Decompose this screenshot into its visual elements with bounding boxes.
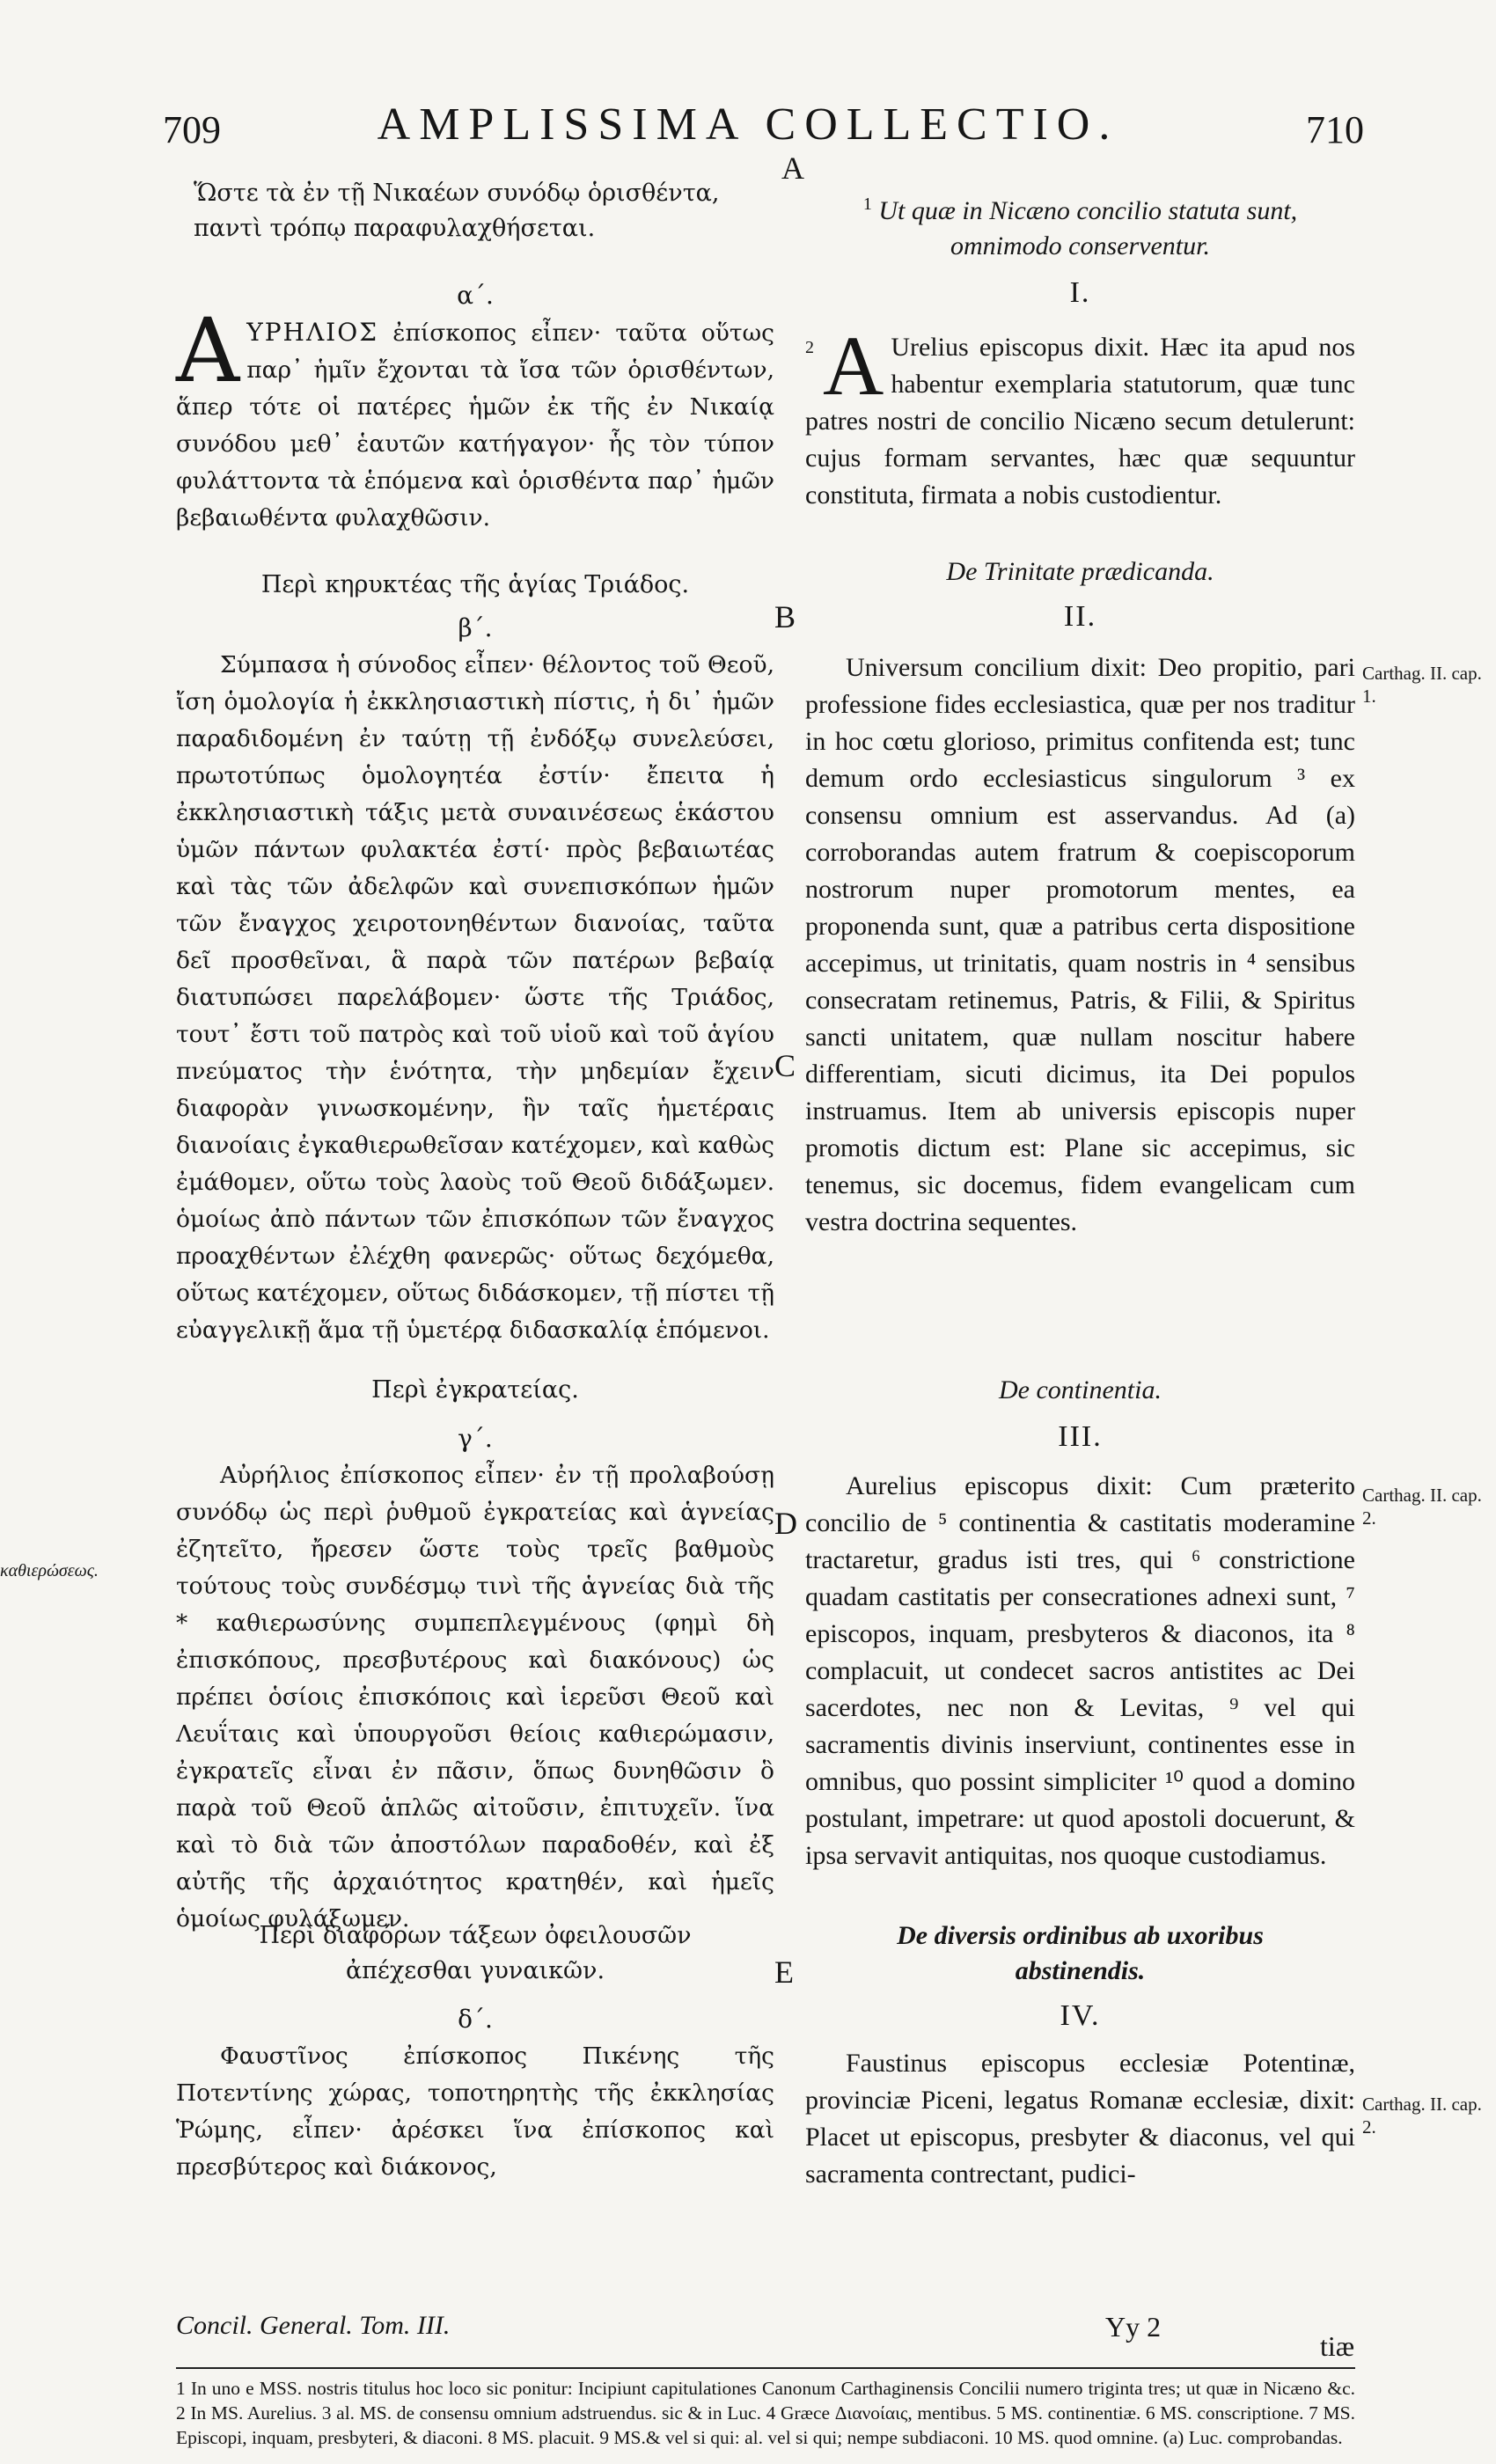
greek-canon-1-caps: ΥΡΗΛΙΟΣ — [246, 318, 378, 347]
latin-canon-1 — [805, 275, 1355, 514]
latin-canon-2-number: II. — [1063, 600, 1097, 633]
page-number-left: 709 — [163, 108, 221, 151]
catchword: tiæ — [1320, 2330, 1355, 2362]
margin-letter-c: C — [774, 1048, 796, 1083]
latin-dropcap: A — [823, 319, 884, 413]
greek-canon-2-number: β΄. — [458, 613, 493, 642]
greek-dropcap: Α — [176, 299, 240, 402]
sidenote-carthag-1: Carthag. II. cap. 1. — [1362, 663, 1482, 707]
latin-canon-4-number: IV. — [1060, 1999, 1101, 2032]
latin-heading-4: De diversis ordinibus ab uxoribus abstinendis. — [897, 1921, 1264, 1985]
latin-intro-title: Ut quæ in Nicæno concilio statuta sunt, omnimodo conserventur. — [878, 196, 1298, 260]
greek-canon-4-text: Φαυστῖνος ἐπίσκοπος Πικένης τῆς Ποτεντίνης χώρας, τοποτηρητὴς τῆς ἐκκλησίας Ῥώμης, εἶπεν· ἀρέσκει ἵνα ἐπίσκοπος καὶ πρεσβύτερος καὶ διάκονος, — [176, 2042, 774, 2181]
latin-canon-3 — [805, 1373, 1355, 1874]
greek-canon-4 — [176, 1918, 774, 2186]
greek-canon-2 — [176, 568, 774, 1349]
latin-canon-3-number: III. — [1058, 1420, 1103, 1453]
page-number-right: 710 — [1306, 108, 1364, 151]
greek-canon-3 — [176, 1373, 774, 1938]
latin-intro-note: 1 — [862, 194, 872, 214]
footnotes: 1 In uno e MSS. nostris titulus hoc loco sic ponitur: Incipiunt capitulationes Canonum Carthaginensis Concilii numero triginta tres; ut quæ in Nicæno &c. 2 In MS. Aurelius. 3 al. MS. de consensu omnium adstruendus. sic & in Luc. 4 Græce Διανοίαις, mentibus. 5 MS. continentiæ. 6 MS. conscriptione. 7 MS. Episcopi, inquam, presbyteri, & diaconi. 8 MS. placuit. 9 MS.& vel si qui: al. vel si qui; nempe subdiaconi. 10 MS. quod omnine. (a) Luc. comprobandas. — [176, 2378, 1355, 2448]
greek-heading-3: Περὶ ἐγκρατείας. — [371, 1376, 579, 1404]
latin-heading-3: De continentia. — [999, 1375, 1162, 1404]
latin-heading-2: De Trinitate prædicanda. — [946, 557, 1214, 586]
greek-intro-text: Ὥστε τὰ ἐν τῇ Νικαέων συνόδῳ ὁρισθέντα, παντὶ τρόπῳ παραφυλαχθήσεται. — [194, 180, 720, 242]
greek-canon-3-number: γ΄. — [458, 1424, 493, 1453]
margin-letter-b: B — [774, 599, 796, 634]
greek-intro — [176, 176, 774, 246]
greek-canon-1-number: α΄. — [457, 281, 494, 310]
latin-canon-2 — [805, 554, 1355, 1241]
greek-canon-3-text: Αὐρήλιος ἐπίσκοπος εἶπεν· ἐν τῇ προλαβούσῃ συνόδῳ ὡς περὶ ῥυθμοῦ ἐγκρατείας καὶ ἁγνείας ἐζητεῖτο, ἤρεσεν ὥστε τοὺς τρεῖς βαθμοὺς τούτους τοὺς συνδέσμῳ τινὶ τῆς ἁγνείας διὰ τῆς * καθιερωσύνης συμπεπλεγμένους (φημὶ δὴ ἐπισκόπους, πρεσβυτέρους καὶ διακόνους) ὡς πρέπει ὁσίοις ἐπισκόποις καὶ ἱερεῦσι Θεοῦ καὶ Λευΐταις καὶ ὑπουργοῦσι θείοις καθιερώμασιν, ἐγκρατεῖς εἶναι ἐν πᾶσιν, ὅπως δυνηθῶσιν ὃ παρὰ τοῦ Θεοῦ ἁπλῶς αἰτοῦσιν, ἐπιτυχεῖν. ἵνα καὶ τὸ διὰ τῶν ἀποστόλων παραδοθέν, καὶ ἐξ αὐτῆς τῆς ἀρχαιότητος κρατηθέν, καὶ ἡμεῖς ὁμοίως φυλάξωμεν. — [176, 1462, 774, 1932]
greek-canon-4-number: δ΄. — [458, 2005, 493, 2034]
sidenote-carthag-3: Carthag. II. cap. 2. — [1362, 2094, 1482, 2138]
footnote-rule — [176, 2367, 1355, 2369]
greek-canon-1 — [176, 277, 774, 537]
latin-canon-2-text: Universum concilium dixit: Deo propitio, pari professione fides ecclesiastica, quæ per nos traditur in hoc cœtu glorioso, primitus confitenda est; tunc demum ordo ecclesiasticus singulorum ³ ex consensu omnium est asservandus. Ad (a) corroborandas autem fratrum & coepiscoporum nostrorum nuper promotorum mentes, ea proponenda sunt, quæ a patribus certa dispositione accepimus, ut trinitatis, quam nostris in ⁴ sensibus consecratam retinemus, Patris, & Filii, & Spiritus sancti unitatem, quæ nullam noscitur habere differentiam, sicuti dicimus, ita Dei populos instruamus. Item ab universis episcopis nuper promotis dictum est: Plane sic accepimus, sic tenemus, sic docemus, fidem evangelicam cum vestra doctrina sequentes. — [805, 653, 1355, 1236]
greek-heading-4: Περὶ διαφόρων τάξεων ὀφειλουσῶν ἀπέχεσθαι γυναικῶν. — [259, 1922, 692, 1984]
latin-canon-1-first: Urelius episcopus dixit. Hæc ita apud — [891, 333, 1309, 362]
sidenote-left-greek: καθιερώσεως. — [0, 1561, 99, 1580]
greek-heading-2: Περὶ κηρυκτέας τῆς ἁγίας Τριάδος. — [260, 571, 690, 598]
margin-letter-d: D — [774, 1506, 797, 1541]
greek-canon-2-text: Σύμπασα ἡ σύνοδος εἶπεν· θέλοντος τοῦ Θεοῦ, ἴση ὁμολογία ἡ ἐκκλησιαστικὴ πίστις, ἡ δι᾽ ἡμῶν παραδιδομένη ἐν ταύτῃ τῇ ἐνδόξῳ συνελεύσει, πρωτοτύπως ὁμολογητέα ἐστίν· ἔπειτα ἡ ἐκκλησιαστικὴ τάξις μετὰ συναινέσεως ἑκάστου ὑμῶν πάντων φυλακτέα ἐστί· πρὸς βεβαιωτέας καὶ τὰς τῶν ἀδελφῶν καὶ συνεπισκόπων ἡμῶν τῶν ἔναγχος χειροτονηθέντων διανοίας, ταῦτα δεῖ προσθεῖναι, ἃ παρὰ τῶν πατέρων βεβαίᾳ διατυπώσει παρελάβομεν· ὥστε τῆς Τριάδος, τουτ᾽ ἔστι τοῦ πατρὸς καὶ τοῦ υἱοῦ καὶ τοῦ ἁγίου πνεύματος τὴν ἑνότητα, τὴν μηδεμίαν ἔχειν διαφορὰν γινωσκομένην, ἣν ταῖς ἡμετέραις διανοίαις ἐγκαθιερωθεῖσαν κατέχομεν, καὶ καθὼς ἐμάθομεν, οὕτω τοὺς λαοὺς τοῦ Θεοῦ διδάξωμεν. ὁμοίως ἀπὸ πάντων τῶν ἐπισκόπων τῶν ἔναγχος προαχθέντων ἐλέχθη φανερῶς· οὕτως δεχόμεθα, οὕτως κατέχομεν, οὕτως διδάσκομεν, τῇ πίστει τῇ εὐαγγελικῇ ἅμα τῇ ὑμετέρᾳ διδασκαλίᾳ ἑπόμενοι. — [176, 651, 774, 1344]
latin-canon-1-note: 2 — [805, 338, 814, 357]
concil-line: Concil. General. Tom. III. — [176, 2311, 451, 2340]
latin-canon-1-number: I. — [1069, 276, 1091, 309]
greek-canon-1-body: ἐπίσκοπος εἶπεν· ταῦτα οὕτως παρ᾽ ἡμῖν ἔχονται τὰ ἴσα τῶν ὁρισθέντων, ἅπερ τότε οἱ πατέρες ἡμῶν ἐκ τῆς ἐν Νικαίᾳ συνόδου μεθ᾽ ἑαυτῶν κατήγαγον· ἧς τὸν τύπον φυλάττοντα τὰ ἑπόμενα καὶ ὁρισθέντα παρ᾽ ἡμῶν βεβαιωθέντα φυλαχθῶσιν. — [176, 319, 774, 532]
latin-canon-3-text: Aurelius episcopus dixit: Cum præterito concilio de ⁵ continentia & castitatis moderamine tractaretur, gradus isti tres, qui ⁶ constrictione quadam castitatis per consecrationes adnexi sunt, ⁷ episcopos, inquam, presbyteros & diaconos, ita ⁸ complacuit, ut condecet sacros antistites ac Dei sacerdotes, nec non & Levitas, ⁹ vel qui sacramentis divinis inserviunt, continentes esse in omnibus, quo possint simpliciter ¹⁰ quod a domino postulant, impetrare: ut quod apostoli docuerunt, & ipsa servavit antiquitas, nos quoque custodiamus. — [805, 1471, 1355, 1870]
greek-canon-1-text — [176, 299, 774, 537]
latin-intro — [805, 187, 1355, 264]
margin-letter-e: E — [774, 1954, 794, 1990]
running-title: AMPLISSIMA COLLECTIO. — [377, 99, 1119, 150]
sidenote-carthag-2: Carthag. II. cap. 2. — [1362, 1485, 1482, 1529]
latin-canon-4-text: Faustinus episcopus ecclesiæ Potentinæ, provinciæ Piceni, legatus Romanæ ecclesiæ, dixit: Placet ut episcopus, presbyter & diaconus, vel qui sacramenta contrectant, pudici- — [805, 2049, 1355, 2189]
latin-canon-4 — [805, 1918, 1355, 2193]
latin-canon-1-body: nos habentur exemplaria statutorum, quæ tunc patres nostri de concilio Nicæno secum detulerunt: cujus formam servantes, hæc quæ sequuntur constituta, firmata a nobis custodientur. — [805, 333, 1355, 510]
margin-letter-a: A — [781, 150, 804, 186]
signature-mark: Yy 2 — [1105, 2311, 1162, 2343]
latin-intro-text — [805, 187, 1355, 264]
latin-canon-1-text — [805, 319, 1355, 514]
